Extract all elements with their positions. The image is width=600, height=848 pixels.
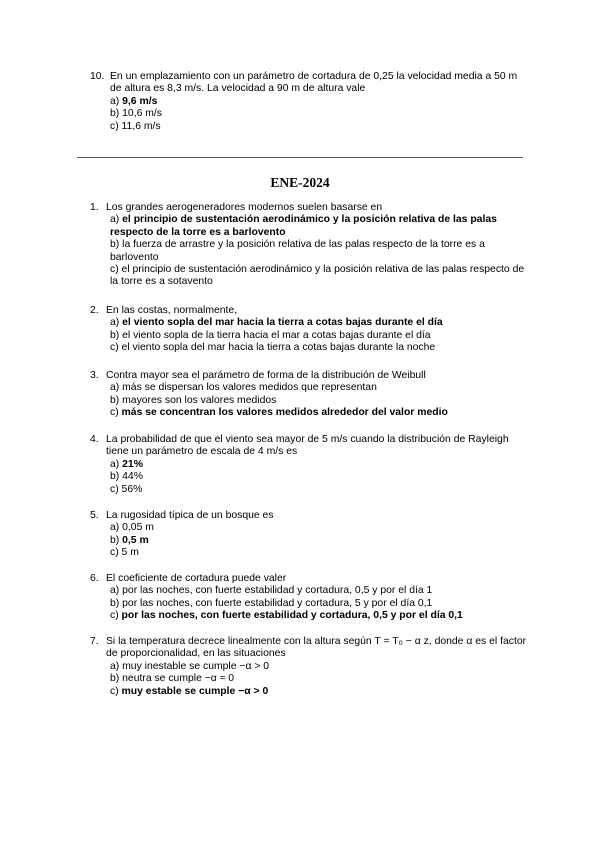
option-label: b) <box>110 471 120 483</box>
option-text: mayores son los valores medidos <box>122 394 277 406</box>
option-text: por las noches, con fuerte estabilidad y cortadura, 0,5 y por el día 1 <box>122 585 433 597</box>
option-b <box>110 239 530 264</box>
question-text: El coeficiente de cortadura puede valer <box>106 573 287 584</box>
question-text: Si la temperatura decrece linealmente con la altura según T = T₀ − α z, donde α es el factor de proporcionalidad, en las situaciones <box>106 636 527 660</box>
options-list <box>110 96 530 133</box>
option-c <box>110 342 530 354</box>
option-text: 11,6 m/s <box>121 120 161 132</box>
option-label: a) <box>110 317 120 329</box>
option-label: a) <box>110 522 120 534</box>
question-number: 2. <box>90 305 99 316</box>
option-label: c) <box>110 264 119 276</box>
option-label: a) <box>110 585 120 597</box>
option-c <box>110 121 530 133</box>
option-text: 5 m <box>121 547 139 559</box>
option-label: c) <box>110 685 119 697</box>
option-a <box>110 661 530 673</box>
question-text: Los grandes aerogeneradores modernos suelen basarse en <box>106 202 383 213</box>
option-a <box>110 214 530 239</box>
options-list <box>110 382 530 419</box>
options-list <box>110 317 530 354</box>
option-text: el principio de sustentación aerodinámico y la posición relativa de las palas respecto de la torre es a barlovento <box>110 214 497 238</box>
option-label: b) <box>110 108 120 120</box>
question-number: 5. <box>90 510 99 521</box>
option-text: más se dispersan los valores medidos que representan <box>122 382 377 394</box>
option-label: b) <box>110 597 120 609</box>
option-label: b) <box>110 329 120 341</box>
question-text: En las costas, normalmente, <box>106 305 238 316</box>
option-text: muy estable se cumple −α > 0 <box>121 685 269 697</box>
options-list <box>110 522 530 559</box>
option-text: el viento sopla del mar hacia la tierra a cotas bajas durante el día <box>122 317 443 329</box>
section-title: ENE-2024 <box>270 175 330 190</box>
option-label: a) <box>110 382 120 394</box>
question-10 <box>90 71 530 133</box>
option-text: 56% <box>121 483 143 495</box>
option-a <box>110 459 530 471</box>
option-label: b) <box>110 673 120 685</box>
option-text: por las noches, con fuerte estabilidad y cortadura, 5 y por el día 0,1 <box>122 597 433 609</box>
option-text: 44% <box>122 471 143 483</box>
option-text: 0,5 m <box>122 534 149 546</box>
question-number: 7. <box>90 636 99 647</box>
options-list <box>110 585 530 622</box>
option-c <box>110 547 530 559</box>
option-label: b) <box>110 239 120 251</box>
option-text: 0,05 m <box>122 522 154 534</box>
question-7 <box>90 636 530 698</box>
option-label: c) <box>110 120 119 132</box>
question-2 <box>90 305 530 355</box>
option-label: c) <box>110 610 119 622</box>
option-text: el viento sopla de la tierra hacia el mar a cotas bajas durante el día <box>122 329 431 341</box>
option-label: c) <box>110 407 119 419</box>
option-b <box>110 330 530 342</box>
question-5 <box>90 510 530 560</box>
options-list <box>110 459 530 496</box>
option-text: el principio de sustentación aerodinámico y la posición relativa de las palas respecto de la torre es a sotavento <box>110 264 525 288</box>
option-b <box>110 673 530 685</box>
question-number: 4. <box>90 434 99 445</box>
option-text: muy inestable se cumple −α > 0 <box>122 660 270 672</box>
option-label: c) <box>110 547 119 559</box>
option-text: neutra se cumple −α ≈ 0 <box>122 673 235 685</box>
question-text: La probabilidad de que el viento sea mayor de 5 m/s cuando la distribución de Rayleigh tiene un parámetro de escala de 4 m/s es <box>106 434 509 458</box>
question-number: 3. <box>90 370 99 381</box>
option-a <box>110 317 530 329</box>
option-text: 9,6 m/s <box>122 95 158 107</box>
option-text: 10,6 m/s <box>122 108 162 120</box>
option-b <box>110 535 530 547</box>
question-number: 10. <box>90 71 105 82</box>
option-label: a) <box>110 214 120 226</box>
question-number: 6. <box>90 573 99 584</box>
question-text: Contra mayor sea el parámetro de forma de la distribución de Weibull <box>106 370 426 381</box>
option-c <box>110 610 530 622</box>
options-list <box>110 661 530 698</box>
option-label: a) <box>110 458 120 470</box>
option-label: a) <box>110 95 120 107</box>
options-list <box>110 214 530 288</box>
option-a <box>110 96 530 108</box>
option-label: a) <box>110 660 120 672</box>
option-text: por las noches, con fuerte estabilidad y cortadura, 0,5 y por el día 0,1 <box>121 610 463 622</box>
option-a <box>110 585 530 597</box>
option-c <box>110 686 530 698</box>
question-number: 1. <box>90 202 99 213</box>
option-text: el viento sopla del mar hacia la tierra a cotas bajas durante la noche <box>121 342 436 354</box>
question-3 <box>90 370 530 420</box>
option-text: más se concentran los valores medidos alrededor del valor medio <box>121 407 448 419</box>
question-4 <box>90 434 530 496</box>
option-label: c) <box>110 483 119 495</box>
question-1 <box>90 202 530 289</box>
option-label: b) <box>110 394 120 406</box>
option-label: c) <box>110 342 119 354</box>
option-text: la fuerza de arrastre y la posición relativa de las palas respecto de la torre es a barlovento <box>110 239 485 263</box>
option-a <box>110 522 530 534</box>
option-b <box>110 395 530 407</box>
question-text: La rugosidad típica de un bosque es <box>106 510 274 521</box>
option-b <box>110 108 530 120</box>
section-divider <box>77 157 523 158</box>
question-6 <box>90 573 530 623</box>
question-text: En un emplazamiento con un parámetro de cortadura de 0,25 la velocidad media a 50 m de altura es 8,3 m/s. La velocidad a 90 m de altura vale <box>110 71 518 95</box>
option-text: 21% <box>122 458 143 470</box>
option-b <box>110 598 530 610</box>
option-c <box>110 264 530 289</box>
option-a <box>110 382 530 394</box>
option-c <box>110 484 530 496</box>
option-c <box>110 407 530 419</box>
option-b <box>110 471 530 483</box>
option-label: b) <box>110 534 120 546</box>
